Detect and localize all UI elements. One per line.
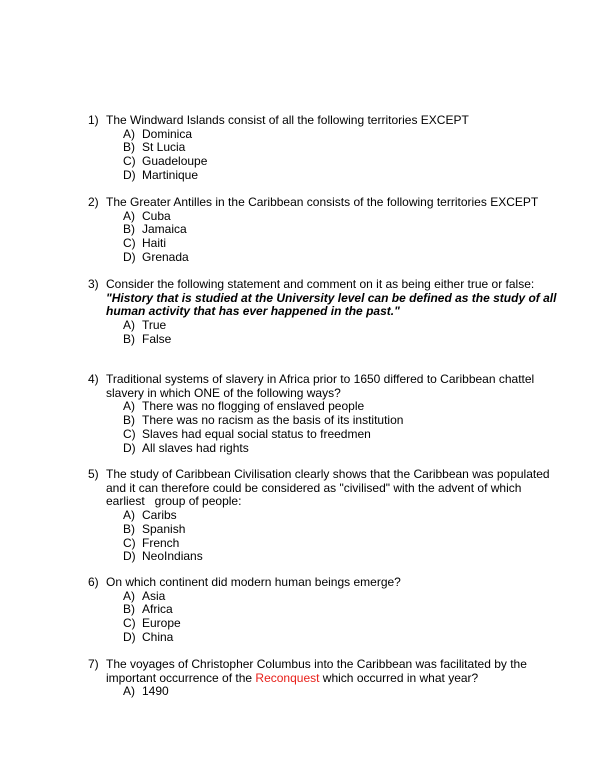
option-list <box>123 128 558 183</box>
option-b <box>123 603 558 617</box>
option-label: D) <box>123 629 136 644</box>
option-d <box>123 550 558 564</box>
option-label: B) <box>123 602 135 617</box>
question-text: The Greater Antilles in the Caribbean consists of the following territories EXCEPT <box>106 195 539 209</box>
option-d <box>123 442 558 456</box>
question-3 <box>88 278 558 347</box>
option-label: B) <box>123 140 135 155</box>
option-a <box>123 685 558 699</box>
option-text: 1490 <box>142 684 169 699</box>
option-c <box>123 617 558 631</box>
option-label: D) <box>123 167 136 182</box>
question-1 <box>88 114 558 183</box>
option-text: There was no racism as the basis of its institution <box>142 413 404 428</box>
option-label: C) <box>123 616 136 631</box>
option-label: D) <box>123 440 136 455</box>
question-statement: "History that is studied at the University level can be defined as the study of all human activity that has ever happened in the past." <box>106 290 557 319</box>
question-text: Traditional systems of slavery in Africa prior to 1650 differed to Caribbean chattel slavery in which ONE of the following ways? <box>106 372 535 400</box>
question-7 <box>88 658 558 699</box>
question-text: Consider the following statement and comment on it as being either true or false: <box>106 277 535 291</box>
option-b <box>123 414 558 428</box>
question-text: The Windward Islands consist of all the following territories EXCEPT <box>106 113 469 127</box>
option-a <box>123 590 558 604</box>
option-list <box>123 210 558 265</box>
question-number: 6) <box>88 575 99 589</box>
option-label: A) <box>123 684 135 699</box>
option-text: Africa <box>142 602 173 617</box>
option-a <box>123 319 558 333</box>
option-text: Grenada <box>142 249 189 264</box>
option-text: Europe <box>142 616 181 631</box>
option-label: A) <box>123 126 135 141</box>
question-text: On which continent did modern human beings emerge? <box>106 575 401 589</box>
option-text: Asia <box>142 588 166 603</box>
option-text: French <box>142 535 180 550</box>
question-4 <box>88 373 558 455</box>
question-text-after: which occurred in what year? <box>319 670 479 685</box>
option-text: Dominica <box>142 126 193 141</box>
option-text: St Lucia <box>142 140 186 155</box>
question-text <box>106 658 558 685</box>
question-5 <box>88 468 558 564</box>
option-label: D) <box>123 249 136 264</box>
option-d <box>123 169 558 183</box>
option-list <box>123 509 558 564</box>
option-a <box>123 210 558 224</box>
option-label: A) <box>123 508 135 523</box>
option-c <box>123 537 558 551</box>
option-text: There was no flogging of enslaved people <box>142 399 365 414</box>
option-label: B) <box>123 521 135 536</box>
option-a <box>123 509 558 523</box>
option-text: True <box>142 318 167 333</box>
option-b <box>123 523 558 537</box>
question-number: 2) <box>88 195 99 209</box>
question-6 <box>88 576 558 645</box>
option-text: Guadeloupe <box>142 154 208 169</box>
option-c <box>123 428 558 442</box>
option-list <box>123 400 558 455</box>
option-b <box>123 141 558 155</box>
option-label: A) <box>123 208 135 223</box>
option-c <box>123 155 558 169</box>
option-a <box>123 128 558 142</box>
option-text: Jamaica <box>142 222 187 237</box>
option-label: B) <box>123 331 135 346</box>
option-label: A) <box>123 588 135 603</box>
question-text: The study of Caribbean Civilisation clearly shows that the Caribbean was populated and it can therefore could be considered as "civilised" with the advent of which earliest group of people: <box>106 467 553 509</box>
option-label: A) <box>123 318 135 333</box>
option-text: China <box>142 629 174 644</box>
option-label: C) <box>123 236 136 251</box>
option-text: NeoIndians <box>142 549 203 564</box>
highlighted-term: Reconquest <box>255 670 320 685</box>
option-label: D) <box>123 549 136 564</box>
option-b <box>123 333 558 347</box>
option-list <box>123 319 558 346</box>
question-2 <box>88 196 558 265</box>
option-text: All slaves had rights <box>142 440 249 455</box>
question-number: 3) <box>88 277 99 291</box>
option-c <box>123 237 558 251</box>
option-text: Martinique <box>142 167 199 182</box>
option-b <box>123 223 558 237</box>
question-number: 1) <box>88 113 99 127</box>
option-text: Slaves had equal social status to freedmen <box>142 426 371 441</box>
option-a <box>123 400 558 414</box>
option-label: C) <box>123 535 136 550</box>
option-label: B) <box>123 413 135 428</box>
option-label: C) <box>123 426 136 441</box>
option-label: B) <box>123 222 135 237</box>
question-number: 7) <box>88 657 99 671</box>
question-number: 5) <box>88 467 99 481</box>
option-list <box>123 685 558 699</box>
option-d <box>123 251 558 265</box>
question-number: 4) <box>88 372 99 386</box>
option-list <box>123 590 558 645</box>
option-label: A) <box>123 399 135 414</box>
option-text: Spanish <box>142 521 186 536</box>
option-text: False <box>142 331 172 346</box>
option-text: Cuba <box>142 208 171 223</box>
question-text-before: The voyages of Christopher Columbus into the Caribbean was facilitated by the important occurrence of the <box>106 657 527 685</box>
option-d <box>123 631 558 645</box>
option-text: Haiti <box>142 236 167 251</box>
option-label: C) <box>123 154 136 169</box>
option-text: Caribs <box>142 508 177 523</box>
